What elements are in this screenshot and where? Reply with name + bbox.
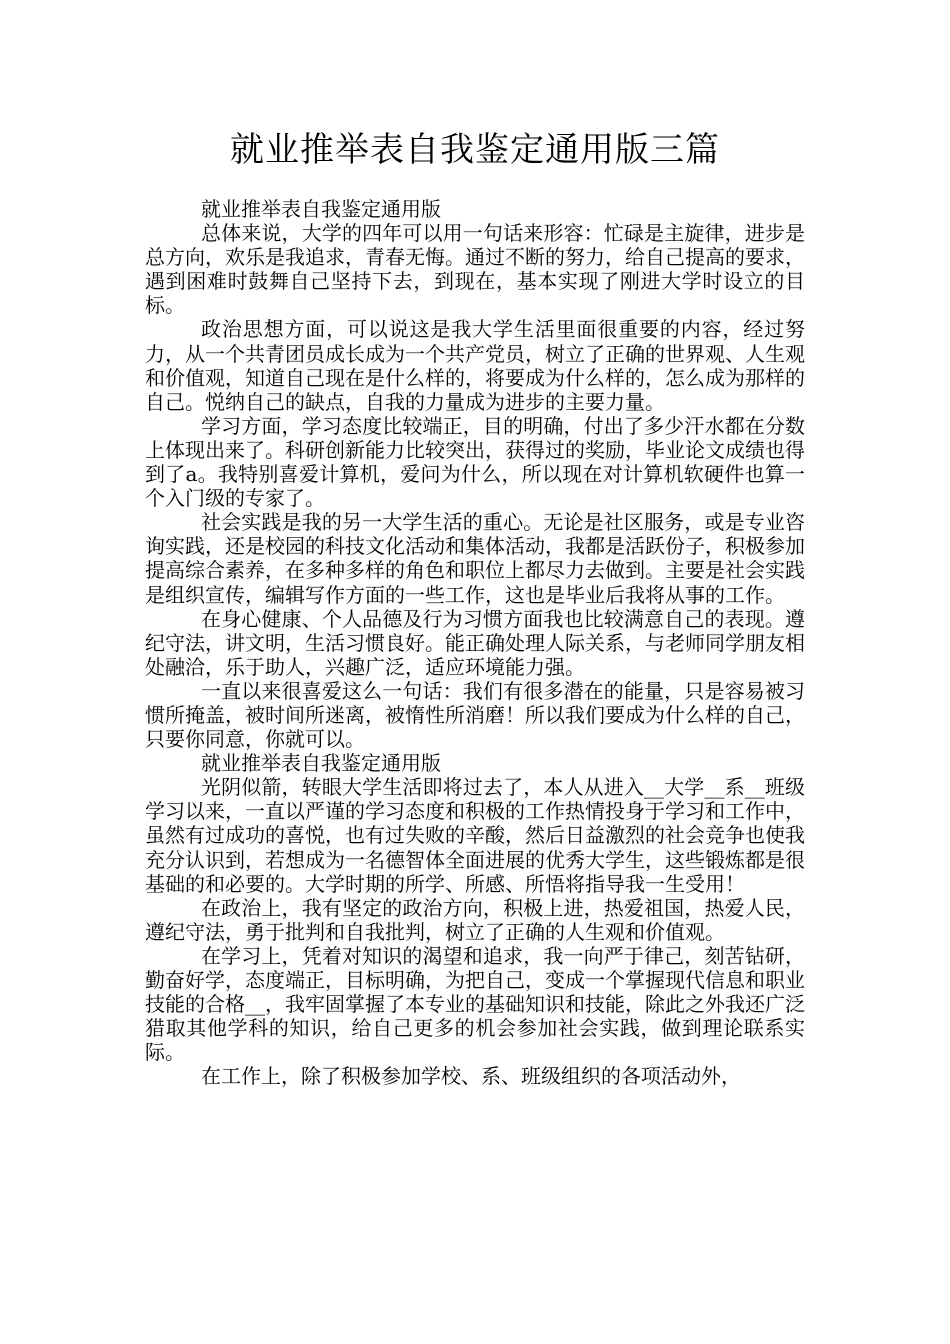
section-heading: 就业推举表自我鉴定通用版 (201, 197, 441, 221)
paragraph: 学习方面，学习态度比较端正，目的明确，付出了多少汗水都在分数上体现出来了。科研创新能力比较突出，获得过的奖励，毕业论文成绩也得到了a。我特别喜爱计算机，爱问为什么，所以现在对计算机软硬件也算一个入门级的专家了。 (145, 413, 805, 511)
paragraph: 在学习上，凭着对知识的渴望和追求，我一向严于律己，刻苦钻研，勤奋好学，态度端正，目标明确，为把自己，变成一个掌握现代信息和职业技能的合格__，我牢固掌握了本专业的基础知识和技能，除此之外我还广泛猎取其他学科的知识，给自己更多的机会参加社会实践，做到理论联系实际。 (145, 943, 805, 1065)
paragraph: 社会实践是我的另一大学生活的重心。无论是社区服务，或是专业咨询实践，还是校园的科技文化活动和集体活动，我都是活跃份子，积极参加提高综合素养，在多种多样的角色和职位上都尽力去做到。主要是社会实践是组织宣传，编辑写作方面的一些工作，这也是毕业后我将从事的工作。 (145, 510, 805, 607)
paragraph: 一直以来很喜爱这么一句话：我们有很多潜在的能量，只是容易被习惯所掩盖，被时间所迷离，被惰性所消磨！所以我们要成为什么样的自己，只要你同意，你就可以。 (145, 678, 805, 752)
section-heading: 就业推举表自我鉴定通用版 (201, 751, 441, 776)
paragraph: 在政治上，我有坚定的政治方向，积极上进，热爱祖国，热爱人民，遵纪守法，勇于批判和自我批判，树立了正确的人生观和价值观。 (145, 895, 805, 944)
paragraph: 在工作上，除了积极参加学校、系、班级组织的各项活动外， (201, 1064, 741, 1089)
paragraph: 光阴似箭，转眼大学生活即将过去了，本人从进入__大学__系__班级学习以来，一直以严谨的学习态度和积极的工作热情投身于学习和工作中，虽然有过成功的喜悦，也有过失败的辛酸，然后日益激烈的社会竞争也使我充分认识到，若想成为一名德智体全面进展的优秀大学生，这些锻炼都是很基础的和必要的。大学时期的所学、所感、所悟将指导我一生受用！ (145, 775, 805, 896)
paragraph: 总体来说，大学的四年可以用一句话来形容：忙碌是主旋律，进步是总方向，欢乐是我追求，青春无悔。通过不断的努力，给自己提高的要求，遇到困难时鼓舞自己坚持下去，到现在，基本实现了刚进大学时设立的目标。 (145, 221, 805, 318)
document-body (145, 197, 805, 1088)
paragraph: 在身心健康、个人品德及行为习惯方面我也比较满意自己的表现。遵纪守法，讲文明，生活习惯良好。能正确处理人际关系，与老师同学朋友相处融洽，乐于助人，兴趣广泛，适应环境能力强。 (145, 606, 805, 679)
paragraph: 政治思想方面，可以说这是我大学生活里面很重要的内容，经过努力，从一个共青团员成长成为一个共产党员，树立了正确的世界观、人生观和价值观，知道自己现在是什么样的，将要成为什么样的，怎么成为那样的自己。悦纳自己的缺点，自我的力量成为进步的主要力量。 (145, 317, 805, 414)
document-title: 就业推举表自我鉴定通用版三篇 (230, 130, 720, 170)
